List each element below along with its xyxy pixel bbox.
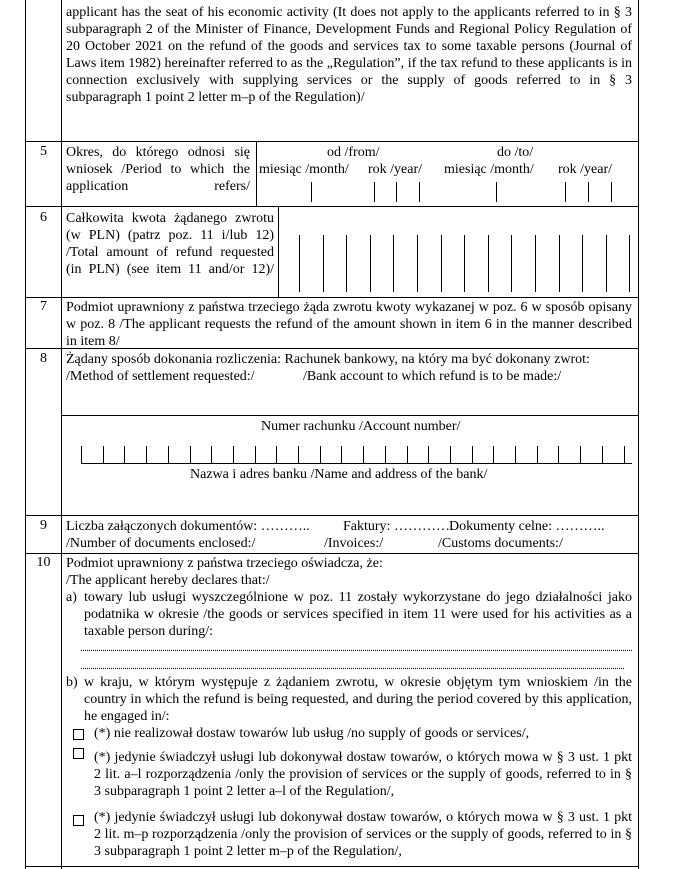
period-divider: [256, 141, 257, 206]
period-label: Okres, do którego odnosi się wniosek /Period to which the application refers/: [66, 145, 250, 194]
amount-digit-separator: [559, 235, 560, 292]
amount-digit-separator: [299, 235, 300, 292]
account-digit-separator: [146, 446, 147, 463]
account-digit-separator: [624, 446, 625, 463]
row-divider: [26, 141, 638, 142]
amount-digit-separator: [629, 235, 630, 292]
customs-docs-count-label: Dokumenty celne: ………..: [449, 519, 605, 534]
account-digit-separator: [255, 446, 256, 463]
number-column-divider: [61, 0, 62, 869]
total-amount-label: Całkowita kwota żądanego zwrotu (w PLN) (patrz poz. 11 i/lub 12) /Total amount of refund requested (in PLN) (see item 11 and/or 12)/: [66, 211, 274, 277]
account-digit-separator: [450, 446, 451, 463]
amount-divider: [278, 206, 279, 297]
amount-digit-separator: [370, 235, 371, 292]
row-number-10: 10: [36, 555, 51, 570]
row-divider: [26, 515, 638, 516]
bank-name-address-field[interactable]: [66, 484, 632, 514]
from-year-label: rok /year/: [368, 162, 423, 177]
account-digit-separator: [81, 446, 82, 463]
option-services-m-p-label: (*) jedynie świadczył usługi lub dokonywał dostaw towarów, o których mowa w § 3 ust. 1 pkt 2 lit. m–p rozporządzenia /only the provision of services or the supply of goods, referred to in § 3 subparagraph 1 point 2 letter m–p of the Regulation/,: [94, 810, 632, 859]
item-b-text: w kraju, w którym występuje z żądaniem zwrotu, w okresie objętym tym wnioskiem /in the country in which the refund is being requested, and during the period covered by this application, he engaged in/:: [84, 675, 632, 724]
period-to-label: do /to/: [497, 145, 534, 160]
account-digit-separator: [233, 446, 234, 463]
declaration-intro-en: /The applicant hereby declares that:/: [66, 573, 270, 588]
account-digit-separator: [341, 446, 342, 463]
account-digit-separator: [558, 446, 559, 463]
account-digit-separator: [298, 446, 299, 463]
amount-digit-separator: [606, 235, 607, 292]
option-services-a-l-label: (*) jedynie świadczył usługi lub dokonywał dostaw towarów, o których mowa w § 3 ust. 1 pkt 2 lit. a–l rozporządzenia /only the provision of services or the supply of goods, referred to in § 3 subparagraph 1 point 2 letter a–l of the Regulation/,: [94, 750, 632, 799]
row-divider: [26, 297, 638, 298]
amount-digit-separator: [393, 235, 394, 292]
option-no-supply-label: (*) nie realizował dostaw towarów lub usług /no supply of goods or services/,: [94, 726, 530, 741]
account-number-baseline: [81, 463, 632, 464]
account-digit-separator: [190, 446, 191, 463]
amount-digit-separator: [346, 235, 347, 292]
account-digit-separator: [407, 446, 408, 463]
account-digit-separator: [493, 446, 494, 463]
account-digit-separator: [211, 446, 212, 463]
invoices-count-label: Faktury: ………….: [343, 519, 454, 534]
row-number-8: 8: [40, 351, 47, 366]
row-number-6: 6: [40, 210, 47, 225]
option-services-m-p-checkbox[interactable]: [73, 815, 84, 826]
account-digit-separator: [602, 446, 603, 463]
amount-digit-separator: [441, 235, 442, 292]
bank-name-address-label: Nazwa i adres banku /Name and address of the bank/: [190, 467, 488, 482]
row-number-5: 5: [40, 144, 47, 159]
account-digit-separator: [168, 446, 169, 463]
to-year-label: rok /year/: [558, 162, 613, 177]
row-subdivider: [61, 415, 638, 416]
account-digit-separator: [320, 446, 321, 463]
item-a-text: towary lub usługi wyszczególnione w poz. 11 zostały wykorzystane do jego działalności jako podatnika w okresie /the goods or services specified in item 11 were used for his activities as a taxable person during/:: [84, 590, 632, 639]
row-divider: [26, 206, 638, 207]
row-number-9: 9: [40, 518, 47, 533]
period-from-label: od /from/: [327, 145, 380, 160]
documents-count-label: Liczba załączonych dokumentów: ………..: [66, 519, 310, 534]
customs-docs-count-label-en: /Customs documents:/: [438, 536, 563, 551]
amount-digit-separator: [323, 235, 324, 292]
account-number-label: Numer rachunku /Account number/: [261, 419, 461, 434]
account-digit-separator: [385, 446, 386, 463]
item-b-marker: b): [66, 675, 78, 690]
option-services-a-l-checkbox[interactable]: [73, 748, 84, 759]
account-digit-separator: [472, 446, 473, 463]
row-divider: [26, 348, 638, 349]
row-divider: [26, 866, 638, 867]
invoices-count-label-en: /Invoices:/: [324, 536, 384, 551]
bank-account-label-en: /Bank account to which refund is to be made:/: [303, 369, 562, 384]
item-a-marker: a): [66, 590, 77, 605]
period-dotted-line-1[interactable]: [81, 650, 632, 651]
account-digit-separator: [363, 446, 364, 463]
settlement-method-label: Żądany sposób dokonania rozliczenia: Rachunek bankowy, na który ma być dokonany zwrot:: [66, 352, 590, 367]
from-month-label: miesiąc /month/: [259, 162, 349, 177]
amount-digit-separator: [511, 235, 512, 292]
row-divider: [26, 553, 638, 554]
account-digit-separator: [428, 446, 429, 463]
amount-digit-separator: [417, 235, 418, 292]
account-digit-separator: [276, 446, 277, 463]
settlement-method-label-en: /Method of settlement requested:/: [66, 369, 255, 384]
account-digit-separator: [537, 446, 538, 463]
declaration-intro: Podmiot uprawniony z państwa trzeciego oświadcza, że:: [66, 556, 383, 571]
amount-digit-separator: [464, 235, 465, 292]
account-digit-separator: [515, 446, 516, 463]
amount-digit-separator: [488, 235, 489, 292]
period-dotted-line-2[interactable]: [81, 668, 624, 669]
account-digit-separator: [124, 446, 125, 463]
row-number-7: 7: [40, 299, 47, 314]
to-month-label: miesiąc /month/: [444, 162, 534, 177]
amount-digit-separator: [582, 235, 583, 292]
refund-application-form: [25, 0, 639, 869]
option-no-supply-checkbox[interactable]: [73, 729, 84, 740]
refund-request-statement: Podmiot uprawniony z państwa trzeciego żąda zwrotu kwoty wykazanej w poz. 6 w sposób opisany w poz. 8 /The applicant requests the refund of the amount shown in item 6 in the manner described in item 8/: [66, 300, 632, 349]
documents-count-label-en: /Number of documents enclosed:/: [66, 536, 256, 551]
account-digit-separator: [103, 446, 104, 463]
account-digit-separator: [580, 446, 581, 463]
amount-digit-separator: [535, 235, 536, 292]
continued-row-text: applicant has the seat of his economic activity (It does not apply to the applicants referred to in § 3 subparagraph 2 of the Minister of Finance, Development Funds and Regional Policy Regulation of 20 October 2021 on the refund of the goods and services tax to some taxable persons (Journal of Laws item 1982) hereinafter referred to as the „Regulation”, if the tax refund to these applicants is in connection exclusively with supplying services or the supply of goods referred to in § 3 subparagraph 1 point 2 letter m–p of the Regulation)/: [66, 5, 632, 105]
